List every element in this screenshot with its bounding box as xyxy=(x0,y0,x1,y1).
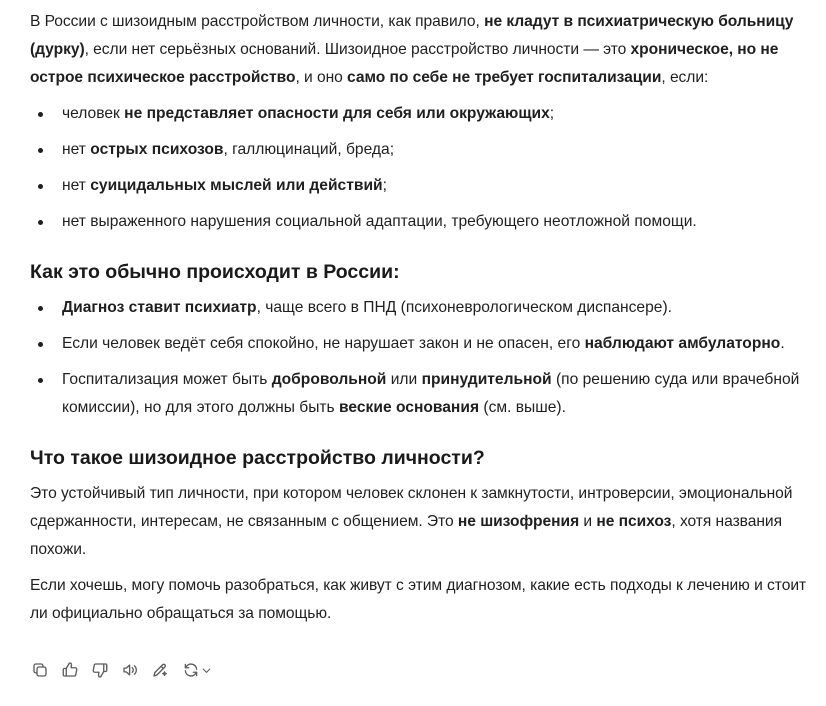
list-item-text: человек xyxy=(62,105,125,122)
list-item-bold: веские основания xyxy=(339,399,480,416)
assistant-message xyxy=(30,8,810,628)
regenerate-icon xyxy=(182,661,200,679)
list-item-text: Если человек ведёт себя спокойно, не нарушает закон и не опасен, его xyxy=(62,335,585,352)
intro-bold-1: не кладут в психиатрическую больницу (дурку) xyxy=(30,13,794,58)
bad-response-button[interactable] xyxy=(90,660,110,680)
list-item-text: нет xyxy=(62,177,91,194)
chevron-down-icon xyxy=(201,665,212,676)
bullet-dot xyxy=(38,342,43,347)
thumbs-up-icon xyxy=(61,661,79,679)
list-item-text: (по решению суда или врачебной комиссии), но для этого должны быть xyxy=(62,371,800,416)
list-item-text: (см. выше). xyxy=(479,399,566,416)
conditions-list xyxy=(30,100,810,236)
list-item-bold: добровольной xyxy=(271,371,387,388)
bullet-dot xyxy=(38,112,43,117)
good-response-button[interactable] xyxy=(60,660,80,680)
list-item-text: , чаще всего в ПНД (психоневрологическом диспансере). xyxy=(256,299,672,316)
intro-bold-2: хроническое, но не острое психическое расстройство xyxy=(30,41,779,86)
list-item-text: или xyxy=(386,371,422,388)
definition-text-3: , хотя названия похожи. xyxy=(30,513,782,558)
definition-bold-1: не шизофрения xyxy=(457,513,580,530)
list-item xyxy=(30,330,810,358)
list-item-bold: Диагноз ставит психиатр xyxy=(62,299,257,316)
russia-process-list xyxy=(30,294,810,422)
list-item-text: нет xyxy=(62,141,91,158)
regenerate-button[interactable] xyxy=(180,660,214,680)
bullet-dot xyxy=(38,306,43,311)
copy-icon xyxy=(31,661,49,679)
bullet-dot xyxy=(38,378,43,383)
definition-paragraph xyxy=(30,480,810,564)
intro-text-2: , если нет серьёзных оснований. Шизоидное расстройство личности — это xyxy=(84,41,631,58)
bullet-dot xyxy=(38,148,43,153)
bullet-dot xyxy=(38,220,43,225)
list-item-bold: принудительной xyxy=(421,371,552,388)
list-item-text: ; xyxy=(382,177,387,194)
list-item xyxy=(30,136,810,164)
section-heading-russia: Как это обычно происходит в России: xyxy=(30,261,400,283)
definition-text-2: и xyxy=(579,513,597,530)
intro-text-3: , и оно xyxy=(295,69,348,86)
intro-paragraph xyxy=(30,8,810,92)
list-item-bold: наблюдают амбулаторно xyxy=(584,335,781,352)
list-item-bold: острых психозов xyxy=(90,141,224,158)
read-aloud-icon xyxy=(121,661,139,679)
list-item xyxy=(30,294,810,322)
closing-paragraph: Если хочешь, могу помочь разобраться, как живут с этим диагнозом, какие есть подходы к лечению и стоит ли официально обращаться за помощью. xyxy=(30,577,807,622)
list-item-bold: суицидальных мыслей или действий xyxy=(90,177,383,194)
list-item-bold: не представляет опасности для себя или окружающих xyxy=(124,105,550,122)
intro-text-4: , если: xyxy=(661,69,709,86)
definition-bold-2: не психоз xyxy=(596,513,672,530)
list-item xyxy=(30,172,810,200)
section-heading-definition: Что такое шизоидное расстройство личности? xyxy=(30,447,485,469)
read-aloud-button[interactable] xyxy=(120,660,140,680)
list-item-text: . xyxy=(780,335,785,352)
message-actions-toolbar xyxy=(30,660,214,680)
list-item-text: нет выраженного нарушения социальной адаптации, требующего неотложной помощи. xyxy=(62,213,697,230)
list-item xyxy=(30,366,810,422)
list-item-text: ; xyxy=(549,105,555,122)
list-item xyxy=(30,208,810,236)
thumbs-down-icon xyxy=(91,661,109,679)
intro-text-1: В России с шизоидным расстройством личности, как правило, xyxy=(30,13,485,30)
definition-text-1: Это устойчивый тип личности, при котором человек склонен к замкнутости, интроверсии, эмоциональной сдержанности, интересам, не связанным с общением. Это xyxy=(30,485,793,530)
bullet-dot xyxy=(38,184,43,189)
list-item xyxy=(30,100,810,128)
edit-in-canvas-button[interactable] xyxy=(150,660,170,680)
list-item-text: Госпитализация может быть xyxy=(62,371,272,388)
edit-in-canvas-icon xyxy=(151,661,169,679)
list-item-text: , галлюцинаций, бреда; xyxy=(223,141,395,158)
intro-bold-3: само по себе не требует госпитализации xyxy=(347,69,662,86)
copy-button[interactable] xyxy=(30,660,50,680)
